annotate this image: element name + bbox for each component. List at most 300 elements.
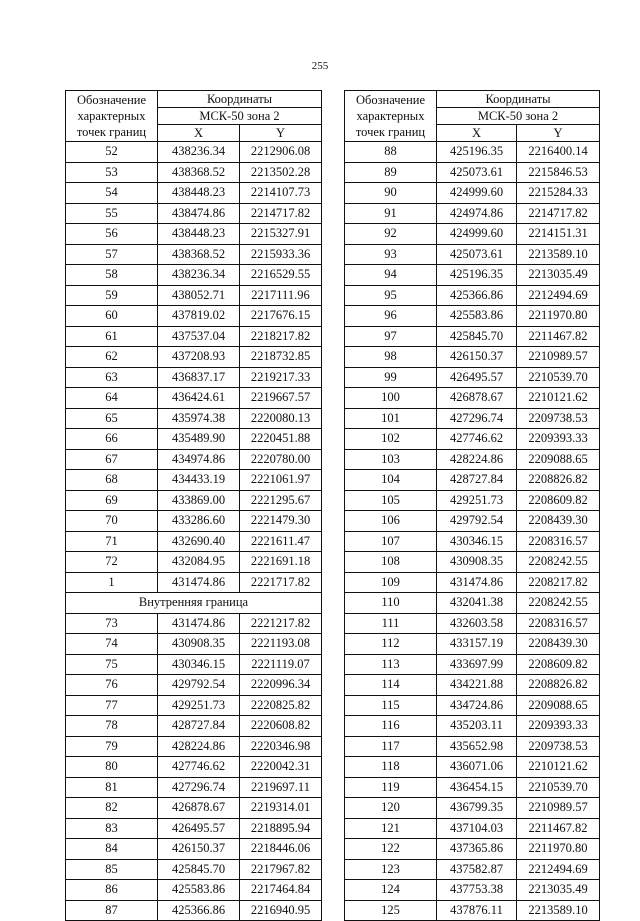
- table-row: [345, 449, 600, 470]
- table-row: [66, 572, 322, 593]
- point-id-cell: 79: [66, 736, 158, 757]
- point-id-cell: 70: [66, 511, 158, 532]
- x-coord-cell: 425196.35: [437, 265, 517, 286]
- x-coord-cell: 426878.67: [437, 388, 517, 409]
- y-coord-cell: 2217676.15: [240, 306, 322, 327]
- y-coord-cell: 2213502.28: [240, 162, 322, 183]
- table-row: [345, 757, 600, 778]
- point-id-cell: 88: [345, 142, 437, 163]
- point-id-cell: 67: [66, 449, 158, 470]
- point-id-cell: 85: [66, 859, 158, 880]
- x-coord-cell: 427746.62: [437, 429, 517, 450]
- y-coord-cell: 2208609.82: [517, 490, 600, 511]
- y-coord-cell: 2210989.57: [517, 347, 600, 368]
- y-coord-cell: 2213035.49: [517, 265, 600, 286]
- point-id-cell: 1: [66, 572, 158, 593]
- y-coord-cell: 2209088.65: [517, 695, 600, 716]
- table-row: [345, 429, 600, 450]
- table-row: [345, 695, 600, 716]
- point-id-cell: 66: [66, 429, 158, 450]
- x-coord-cell: 435489.90: [158, 429, 240, 450]
- point-id-cell: 124: [345, 880, 437, 901]
- x-coord-cell: 425073.61: [437, 244, 517, 265]
- point-id-cell: 68: [66, 470, 158, 491]
- point-id-cell: 80: [66, 757, 158, 778]
- y-coord-cell: 2214151.31: [517, 224, 600, 245]
- table-row: [345, 613, 600, 634]
- point-id-cell: 100: [345, 388, 437, 409]
- y-coord-cell: 2208217.82: [517, 572, 600, 593]
- x-coord-cell: 438448.23: [158, 224, 240, 245]
- y-coord-cell: 2208242.55: [517, 593, 600, 614]
- table-row: [345, 572, 600, 593]
- y-coord-cell: 2221119.07: [240, 654, 322, 675]
- y-coord-cell: 2211467.82: [517, 818, 600, 839]
- table-row: [66, 408, 322, 429]
- point-id-cell: 71: [66, 531, 158, 552]
- x-coord-cell: 437537.04: [158, 326, 240, 347]
- table-row: [66, 777, 322, 798]
- x-coord-cell: 429792.54: [158, 675, 240, 696]
- point-id-cell: 96: [345, 306, 437, 327]
- table-row: [345, 244, 600, 265]
- y-coord-cell: 2221691.18: [240, 552, 322, 573]
- x-coord-cell: 431474.86: [437, 572, 517, 593]
- y-coord-cell: 2208439.30: [517, 511, 600, 532]
- table-row: [345, 859, 600, 880]
- y-coord-cell: 2217464.84: [240, 880, 322, 901]
- x-coord-cell: 433697.99: [437, 654, 517, 675]
- x-coord-cell: 437365.86: [437, 839, 517, 860]
- point-id-cell: 118: [345, 757, 437, 778]
- point-id-cell: 84: [66, 839, 158, 860]
- y-coord-cell: 2221217.82: [240, 613, 322, 634]
- y-coord-cell: 2208826.82: [517, 470, 600, 491]
- point-id-cell: 56: [66, 224, 158, 245]
- point-id-cell: 63: [66, 367, 158, 388]
- coords-title-header: Координаты: [158, 91, 322, 108]
- point-id-cell: 76: [66, 675, 158, 696]
- x-coord-cell: 436454.15: [437, 777, 517, 798]
- point-id-cell: 53: [66, 162, 158, 183]
- y-coord-cell: 2209088.65: [517, 449, 600, 470]
- point-id-cell: 123: [345, 859, 437, 880]
- x-coord-cell: 438052.71: [158, 285, 240, 306]
- x-coord-cell: 435652.98: [437, 736, 517, 757]
- y-coord-cell: 2213035.49: [517, 880, 600, 901]
- x-coord-cell: 436424.61: [158, 388, 240, 409]
- point-id-cell: 72: [66, 552, 158, 573]
- inner-boundary-label: Внутренняя граница: [66, 593, 322, 614]
- x-coord-cell: 425845.70: [437, 326, 517, 347]
- point-id-cell: 57: [66, 244, 158, 265]
- table-row: [66, 244, 322, 265]
- table-row: [66, 511, 322, 532]
- y-coord-cell: 2209738.53: [517, 408, 600, 429]
- table-row: [345, 900, 600, 921]
- x-coord-cell: 428727.84: [437, 470, 517, 491]
- table-row: [66, 531, 322, 552]
- y-coord-cell: 2210539.70: [517, 367, 600, 388]
- y-coord-cell: 2219217.33: [240, 367, 322, 388]
- right-coordinates-table: [344, 90, 600, 921]
- y-coord-cell: 2208439.30: [517, 634, 600, 655]
- table-row: [66, 429, 322, 450]
- y-coord-cell: 2218895.94: [240, 818, 322, 839]
- x-coord-cell: 438236.34: [158, 265, 240, 286]
- y-coord-cell: 2221717.82: [240, 572, 322, 593]
- right-rows-body: [345, 142, 600, 921]
- left-coordinates-table: [65, 90, 322, 921]
- y-coord-cell: 2221061.97: [240, 470, 322, 491]
- table-row: [66, 470, 322, 491]
- table-row: [66, 367, 322, 388]
- y-coord-cell: 2210989.57: [517, 798, 600, 819]
- y-coord-cell: 2210121.62: [517, 388, 600, 409]
- point-id-cell: 82: [66, 798, 158, 819]
- point-id-cell: 107: [345, 531, 437, 552]
- table-row: [66, 326, 322, 347]
- x-coord-cell: 432084.95: [158, 552, 240, 573]
- x-coord-cell: 434724.86: [437, 695, 517, 716]
- y-column-header: Y: [517, 125, 600, 142]
- x-coord-cell: 426150.37: [437, 347, 517, 368]
- point-id-cell: 90: [345, 183, 437, 204]
- table-row: [345, 285, 600, 306]
- x-coord-cell: 428727.84: [158, 716, 240, 737]
- table-row: [66, 900, 322, 921]
- point-id-cell: 111: [345, 613, 437, 634]
- x-coord-cell: 431474.86: [158, 613, 240, 634]
- table-row: [345, 162, 600, 183]
- y-coord-cell: 2221479.30: [240, 511, 322, 532]
- y-coord-cell: 2216940.95: [240, 900, 322, 921]
- point-id-cell: 54: [66, 183, 158, 204]
- y-column-header: Y: [240, 125, 322, 142]
- x-coord-cell: 425073.61: [437, 162, 517, 183]
- x-coord-cell: 436071.06: [437, 757, 517, 778]
- x-coord-cell: 427296.74: [158, 777, 240, 798]
- table-row: [66, 265, 322, 286]
- point-id-cell: 69: [66, 490, 158, 511]
- point-id-cell: 91: [345, 203, 437, 224]
- y-coord-cell: 2219667.57: [240, 388, 322, 409]
- point-id-cell: 89: [345, 162, 437, 183]
- coords-system-header: МСК-50 зона 2: [158, 108, 322, 125]
- designation-header: Обозначение характерных точек границ: [66, 91, 158, 142]
- point-id-cell: 62: [66, 347, 158, 368]
- table-row: [345, 818, 600, 839]
- table-row: [345, 388, 600, 409]
- x-coord-cell: 426150.37: [158, 839, 240, 860]
- y-coord-cell: 2208826.82: [517, 675, 600, 696]
- x-coord-cell: 437104.03: [437, 818, 517, 839]
- table-row: [66, 859, 322, 880]
- point-id-cell: 92: [345, 224, 437, 245]
- table-row: [66, 654, 322, 675]
- point-id-cell: 122: [345, 839, 437, 860]
- x-coord-cell: 425583.86: [158, 880, 240, 901]
- table-row: [66, 675, 322, 696]
- table-row: [66, 839, 322, 860]
- table-row: [345, 203, 600, 224]
- y-coord-cell: 2211467.82: [517, 326, 600, 347]
- y-coord-cell: 2220996.34: [240, 675, 322, 696]
- x-coord-cell: 434433.19: [158, 470, 240, 491]
- x-coord-cell: 431474.86: [158, 572, 240, 593]
- table-row: [345, 634, 600, 655]
- point-id-cell: 73: [66, 613, 158, 634]
- table-row: [66, 162, 322, 183]
- coords-system-header: МСК-50 зона 2: [437, 108, 600, 125]
- table-row: [345, 531, 600, 552]
- x-coord-cell: 425583.86: [437, 306, 517, 327]
- y-coord-cell: 2214107.73: [240, 183, 322, 204]
- table-row: [345, 716, 600, 737]
- x-column-header: X: [158, 125, 240, 142]
- point-id-cell: 98: [345, 347, 437, 368]
- x-coord-cell: 438474.86: [158, 203, 240, 224]
- point-id-cell: 103: [345, 449, 437, 470]
- y-coord-cell: 2219697.11: [240, 777, 322, 798]
- table-row: [66, 880, 322, 901]
- y-coord-cell: 2212906.08: [240, 142, 322, 163]
- x-coord-cell: 434221.88: [437, 675, 517, 696]
- x-coord-cell: 426495.57: [437, 367, 517, 388]
- x-coord-cell: 434974.86: [158, 449, 240, 470]
- point-id-cell: 60: [66, 306, 158, 327]
- x-column-header: X: [437, 125, 517, 142]
- y-coord-cell: 2212494.69: [517, 285, 600, 306]
- point-id-cell: 52: [66, 142, 158, 163]
- table-row: [66, 798, 322, 819]
- point-id-cell: 102: [345, 429, 437, 450]
- x-coord-cell: 435203.11: [437, 716, 517, 737]
- table-row: [345, 224, 600, 245]
- x-coord-cell: 429792.54: [437, 511, 517, 532]
- table-row: [66, 142, 322, 163]
- y-coord-cell: 2216529.55: [240, 265, 322, 286]
- y-coord-cell: 2221193.08: [240, 634, 322, 655]
- table-row: [345, 593, 600, 614]
- y-coord-cell: 2214717.82: [240, 203, 322, 224]
- y-coord-cell: 2210539.70: [517, 777, 600, 798]
- y-coord-cell: 2217967.82: [240, 859, 322, 880]
- y-coord-cell: 2209738.53: [517, 736, 600, 757]
- table-row: [345, 675, 600, 696]
- y-coord-cell: 2209393.33: [517, 429, 600, 450]
- y-coord-cell: 2220080.13: [240, 408, 322, 429]
- point-id-cell: 110: [345, 593, 437, 614]
- table-row: [66, 490, 322, 511]
- y-coord-cell: 2211970.80: [517, 306, 600, 327]
- y-coord-cell: 2220825.82: [240, 695, 322, 716]
- table-row: [345, 552, 600, 573]
- left-inner-rows-body: [66, 613, 322, 921]
- table-row: [345, 490, 600, 511]
- table-row: [345, 798, 600, 819]
- table-row: [66, 183, 322, 204]
- point-id-cell: 78: [66, 716, 158, 737]
- x-coord-cell: 424999.60: [437, 183, 517, 204]
- x-coord-cell: 437819.02: [158, 306, 240, 327]
- x-coord-cell: 425196.35: [437, 142, 517, 163]
- table-row: [66, 613, 322, 634]
- table-row: [66, 695, 322, 716]
- y-coord-cell: 2219314.01: [240, 798, 322, 819]
- table-row: [66, 818, 322, 839]
- y-coord-cell: 2208316.57: [517, 613, 600, 634]
- table-row: [345, 367, 600, 388]
- y-coord-cell: 2211970.80: [517, 839, 600, 860]
- y-coord-cell: 2215933.36: [240, 244, 322, 265]
- point-id-cell: 87: [66, 900, 158, 921]
- table-row: [66, 757, 322, 778]
- x-coord-cell: 438368.52: [158, 244, 240, 265]
- table-row: [345, 736, 600, 757]
- point-id-cell: 77: [66, 695, 158, 716]
- table-row: [66, 449, 322, 470]
- y-coord-cell: 2208609.82: [517, 654, 600, 675]
- x-coord-cell: 425366.86: [158, 900, 240, 921]
- table-row: [66, 306, 322, 327]
- y-coord-cell: 2215846.53: [517, 162, 600, 183]
- table-row: [345, 839, 600, 860]
- point-id-cell: 119: [345, 777, 437, 798]
- x-coord-cell: 425366.86: [437, 285, 517, 306]
- table-row: [66, 285, 322, 306]
- x-coord-cell: 432041.38: [437, 593, 517, 614]
- table-row: [345, 142, 600, 163]
- x-coord-cell: 432690.40: [158, 531, 240, 552]
- x-coord-cell: 428224.86: [158, 736, 240, 757]
- y-coord-cell: 2208242.55: [517, 552, 600, 573]
- y-coord-cell: 2210121.62: [517, 757, 600, 778]
- table-row: [345, 777, 600, 798]
- x-coord-cell: 430908.35: [437, 552, 517, 573]
- y-coord-cell: 2213589.10: [517, 244, 600, 265]
- x-coord-cell: 436837.17: [158, 367, 240, 388]
- x-coord-cell: 427296.74: [437, 408, 517, 429]
- table-row: [345, 306, 600, 327]
- point-id-cell: 74: [66, 634, 158, 655]
- point-id-cell: 58: [66, 265, 158, 286]
- x-coord-cell: 433286.60: [158, 511, 240, 532]
- y-coord-cell: 2216400.14: [517, 142, 600, 163]
- y-coord-cell: 2220346.98: [240, 736, 322, 757]
- point-id-cell: 101: [345, 408, 437, 429]
- table-row: [66, 347, 322, 368]
- x-coord-cell: 437876.11: [437, 900, 517, 921]
- table-row: [66, 388, 322, 409]
- x-coord-cell: 429251.73: [437, 490, 517, 511]
- point-id-cell: 108: [345, 552, 437, 573]
- y-coord-cell: 2220451.88: [240, 429, 322, 450]
- designation-header: Обозначение характерных точек границ: [345, 91, 437, 142]
- x-coord-cell: 437208.93: [158, 347, 240, 368]
- x-coord-cell: 433157.19: [437, 634, 517, 655]
- y-coord-cell: 2218217.82: [240, 326, 322, 347]
- x-coord-cell: 426878.67: [158, 798, 240, 819]
- y-coord-cell: 2220042.31: [240, 757, 322, 778]
- x-coord-cell: 430346.15: [158, 654, 240, 675]
- table-row: [345, 880, 600, 901]
- table-row: [345, 408, 600, 429]
- point-id-cell: 61: [66, 326, 158, 347]
- point-id-cell: 115: [345, 695, 437, 716]
- y-coord-cell: 2215327.91: [240, 224, 322, 245]
- y-coord-cell: 2217111.96: [240, 285, 322, 306]
- table-row: [345, 511, 600, 532]
- y-coord-cell: 2208316.57: [517, 531, 600, 552]
- point-id-cell: 64: [66, 388, 158, 409]
- table-row: [345, 654, 600, 675]
- point-id-cell: 109: [345, 572, 437, 593]
- y-coord-cell: 2221611.47: [240, 531, 322, 552]
- x-coord-cell: 437753.38: [437, 880, 517, 901]
- point-id-cell: 83: [66, 818, 158, 839]
- point-id-cell: 121: [345, 818, 437, 839]
- point-id-cell: 114: [345, 675, 437, 696]
- table-row: [66, 634, 322, 655]
- x-coord-cell: 438368.52: [158, 162, 240, 183]
- x-coord-cell: 424974.86: [437, 203, 517, 224]
- x-coord-cell: 438448.23: [158, 183, 240, 204]
- x-coord-cell: 437582.87: [437, 859, 517, 880]
- point-id-cell: 113: [345, 654, 437, 675]
- x-coord-cell: 426495.57: [158, 818, 240, 839]
- point-id-cell: 125: [345, 900, 437, 921]
- x-coord-cell: 435974.38: [158, 408, 240, 429]
- point-id-cell: 116: [345, 716, 437, 737]
- y-coord-cell: 2220608.82: [240, 716, 322, 737]
- table-row: [66, 552, 322, 573]
- y-coord-cell: 2218446.06: [240, 839, 322, 860]
- x-coord-cell: 425845.70: [158, 859, 240, 880]
- y-coord-cell: 2214717.82: [517, 203, 600, 224]
- x-coord-cell: 430346.15: [437, 531, 517, 552]
- point-id-cell: 105: [345, 490, 437, 511]
- x-coord-cell: 427746.62: [158, 757, 240, 778]
- x-coord-cell: 429251.73: [158, 695, 240, 716]
- y-coord-cell: 2209393.33: [517, 716, 600, 737]
- table-row: [66, 203, 322, 224]
- table-row: [345, 183, 600, 204]
- y-coord-cell: 2218732.85: [240, 347, 322, 368]
- point-id-cell: 94: [345, 265, 437, 286]
- y-coord-cell: 2220780.00: [240, 449, 322, 470]
- table-row: [66, 716, 322, 737]
- point-id-cell: 75: [66, 654, 158, 675]
- point-id-cell: 112: [345, 634, 437, 655]
- x-coord-cell: 436799.35: [437, 798, 517, 819]
- point-id-cell: 59: [66, 285, 158, 306]
- point-id-cell: 104: [345, 470, 437, 491]
- table-row: [345, 347, 600, 368]
- point-id-cell: 97: [345, 326, 437, 347]
- point-id-cell: 99: [345, 367, 437, 388]
- table-row: [66, 736, 322, 757]
- table-row: [66, 224, 322, 245]
- point-id-cell: 120: [345, 798, 437, 819]
- y-coord-cell: 2221295.67: [240, 490, 322, 511]
- table-row: [345, 326, 600, 347]
- point-id-cell: 81: [66, 777, 158, 798]
- point-id-cell: 95: [345, 285, 437, 306]
- point-id-cell: 93: [345, 244, 437, 265]
- y-coord-cell: 2215284.33: [517, 183, 600, 204]
- x-coord-cell: 428224.86: [437, 449, 517, 470]
